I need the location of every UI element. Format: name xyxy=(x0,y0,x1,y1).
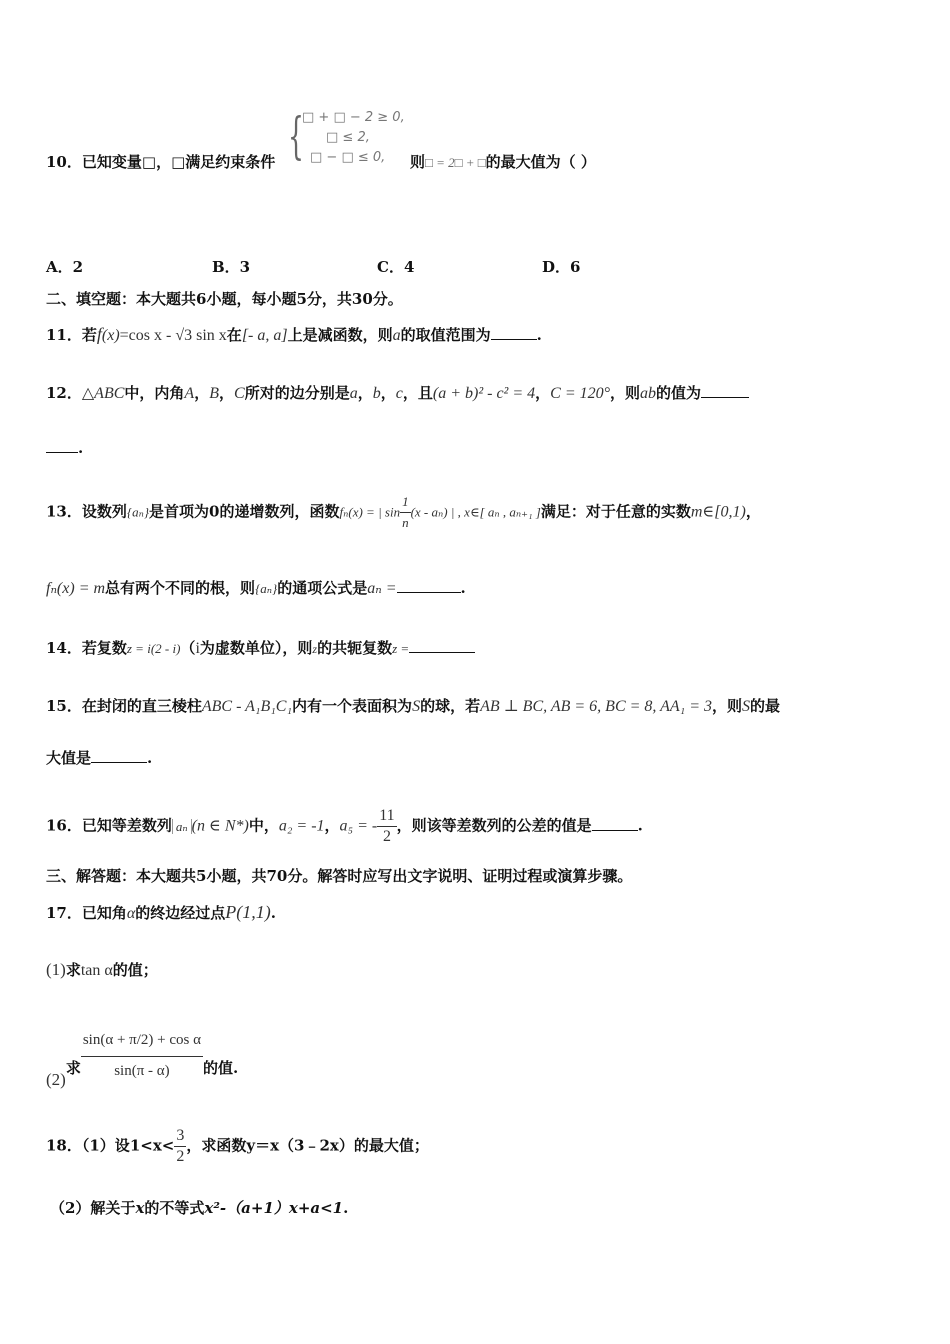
q13-fx-eq-m: fₙ(x) = m xyxy=(46,580,106,597)
q12-triangle: △ABC xyxy=(81,385,125,402)
q18-function: y＝x（3﹣2x） xyxy=(246,1136,354,1155)
q14-t1: （ xyxy=(180,639,196,657)
q13-t2: 满足：对于任意的实数 xyxy=(540,502,691,521)
q10-option-d[interactable]: D．6 xyxy=(542,258,581,276)
q15-t2: 的球，若 xyxy=(420,697,481,715)
q12-blank-cont[interactable] xyxy=(46,438,78,453)
q13-frac-bot: n xyxy=(402,515,409,530)
q15-S2: S xyxy=(742,698,751,715)
q17-line xyxy=(46,902,276,924)
q17-tan-alpha: tan α xyxy=(80,962,113,979)
section-3-heading: 三、解答题：本大题共5小题，共70分。解答时应写出文字说明、证明过程或演算步骤。 xyxy=(46,867,633,885)
constraint-1: □ + □ − 2 ≥ 0, xyxy=(302,110,405,125)
q17-p2-fraction xyxy=(81,1028,203,1081)
q12-prefix: 12． xyxy=(46,384,82,402)
q14-prefix: 14．若复数 xyxy=(46,639,127,657)
q11-interval: [- a, a] xyxy=(241,327,288,344)
q16-t2: ， xyxy=(324,816,340,835)
q16-condition: (n ∈ N*) xyxy=(191,817,249,835)
q16-dot: . xyxy=(637,816,643,835)
q13-t1: 是首项为0的递增数列，函数 xyxy=(149,502,340,521)
q13-line: 13．设数列{aₙ}是首项为0的递增数列，函数fₙ(x) = | sin $\frac{1}{n}$ (x - aₙ) | , x∈[ aₙ , aₙ₊₁ ]满足：对于任意的实数m∈[0,1)， xyxy=(46,492,761,533)
q18-p2: （2）解关于 xyxy=(50,1199,136,1217)
q16-t3: ，则该等差数列的公差的值是 xyxy=(396,816,592,835)
constraint-system xyxy=(288,108,408,168)
q10-var1: □ xyxy=(141,153,157,171)
q16-frac-top: 11 xyxy=(377,806,396,827)
q16-an: aₙ xyxy=(172,819,192,834)
q16-a2: a₂ = -1 xyxy=(278,817,325,835)
q12-line: 12．△ABC中，内角A，B，C所对的边分别是a，b，c，且(a + b)² - c² = 4，C = 120°，则ab的值为 xyxy=(46,383,749,404)
q14-line xyxy=(46,638,475,659)
q10-then: 则 xyxy=(410,153,426,171)
q15-t3: ，则 xyxy=(712,697,743,715)
q13-an3: aₙ = xyxy=(367,580,397,597)
q10-objective: □ = 2□ + □ xyxy=(425,155,486,170)
q11-eq: =cos x - xyxy=(119,327,176,344)
q16-t1: 中， xyxy=(248,816,279,835)
q13-blank[interactable] xyxy=(397,578,461,593)
q18-t2: 的最大值； xyxy=(353,1136,429,1155)
q18-part2 xyxy=(50,1198,348,1218)
q13-frac-top: 1 xyxy=(400,492,411,513)
q17-p2-tail: 的值. xyxy=(202,1058,239,1077)
q17-p2-num: (2) xyxy=(46,1069,66,1089)
q11-fx: (x) xyxy=(101,327,120,344)
q15-t1: 内有一个表面积为 xyxy=(292,697,413,715)
q15-condition: AB ⊥ BC, AB = 6, BC = 8, AA₁ = 3 xyxy=(480,698,713,715)
q17-part2 xyxy=(46,1020,239,1089)
q18-frac-top: 3 xyxy=(174,1126,186,1147)
q18-p2b: 的不等式 xyxy=(144,1199,205,1217)
q10-line xyxy=(46,152,275,172)
constraint-2: □ ≤ 2, xyxy=(326,130,370,145)
q18-t1: ，求函数 xyxy=(186,1136,247,1155)
q12-condition: (a + b)² - c² = 4 xyxy=(432,385,536,402)
q15-prism: ABC - A₁B₁C₁ xyxy=(201,698,293,715)
q11-f: f xyxy=(96,324,102,344)
constraint-3: □ − □ ≤ 0, xyxy=(310,150,386,165)
q15-S: S xyxy=(412,698,421,715)
q12-c: c xyxy=(395,385,403,402)
q14-zbar: z = xyxy=(392,641,410,656)
q17-t1: 的终边经过点 xyxy=(135,904,226,922)
q12-A: A xyxy=(184,385,195,402)
q10-comma: ， xyxy=(156,153,172,171)
q18-frac-bot: 2 xyxy=(176,1148,185,1165)
q16-fraction xyxy=(377,806,396,847)
q17-p1-tail: 的值； xyxy=(112,961,158,979)
q12-ab: ab xyxy=(640,385,657,402)
q11-tail: sin x xyxy=(192,327,227,344)
q16-a5: a₅ = - xyxy=(339,817,378,835)
q12-blank[interactable] xyxy=(701,383,749,398)
q12-t5: 的值为 xyxy=(656,384,702,402)
q15-t4: 的最 xyxy=(750,697,781,715)
q10-tail xyxy=(410,152,596,173)
q12-t4: ，则 xyxy=(610,384,641,402)
q17-p1-num: (1) xyxy=(46,960,66,979)
q11-prefix: 11．若 xyxy=(46,326,97,344)
q14-z: z xyxy=(312,642,318,656)
q12-b: b xyxy=(372,385,381,402)
q17-p1-text: 求 xyxy=(65,961,81,979)
q13-t3: 总有两个不同的根，则 xyxy=(105,579,256,597)
q17-p2-text: 求 xyxy=(65,1058,81,1077)
q15-prefix: 15．在封闭的直三棱柱 xyxy=(46,697,202,715)
q18-line xyxy=(46,1126,429,1167)
q12-C: C xyxy=(234,385,245,402)
q17-point: P(1,1) xyxy=(225,902,271,922)
q10-var2: □ xyxy=(171,153,186,171)
q12-t2: 所对的边分别是 xyxy=(244,384,350,402)
q10-prefix: 10．已知变量 xyxy=(46,153,142,171)
q10-option-a[interactable]: A．2 xyxy=(46,258,84,276)
section-2-heading: 二、填空题：本大题共6小题，每小题5分，共30分。 xyxy=(46,290,403,308)
q18-prefix: 18．（1）设 xyxy=(46,1136,130,1155)
q15-line2 xyxy=(46,748,152,768)
q15-blank[interactable] xyxy=(91,748,147,763)
q18-end: . xyxy=(343,1199,349,1217)
q14-blank[interactable] xyxy=(409,638,475,653)
q18-inequality: x²-（a+1）x+a<1 xyxy=(204,1199,344,1217)
q16-line xyxy=(46,806,643,847)
q11-text: 上是减函数，则 xyxy=(287,326,393,344)
q12-line2 xyxy=(46,438,83,458)
q13-fn: fₙ(x) = | sin xyxy=(339,504,401,520)
q13-fraction xyxy=(400,492,411,533)
q13-m: m∈[0,1) xyxy=(690,503,746,521)
brace-icon: { xyxy=(288,107,304,165)
q18-fraction xyxy=(174,1126,186,1167)
q11-line xyxy=(46,324,542,346)
q17-prefix: 17．已知角 xyxy=(46,904,127,922)
q13-prefix: 13．设数列 xyxy=(46,502,127,521)
q10-option-c[interactable]: C．4 xyxy=(377,258,415,276)
q10-suffix: 的最大值为（ ） xyxy=(485,153,596,171)
q11-blank[interactable] xyxy=(491,325,537,340)
q16-frac-bot: 2 xyxy=(382,828,391,845)
q11-suffix: 的取值范围为 xyxy=(400,326,491,344)
q12-t3: ，且 xyxy=(402,384,433,402)
q15-line2-text: 大值是 xyxy=(46,749,92,767)
q15-dot: . xyxy=(147,749,153,767)
q13-an: {aₙ} xyxy=(126,504,150,520)
q14-t3: 的共轭复数 xyxy=(317,639,393,657)
q11-in: 在 xyxy=(226,326,242,344)
q13-an2: {aₙ} xyxy=(255,581,278,596)
q10-text: 满足约束条件 xyxy=(185,153,276,171)
q12-B: B xyxy=(209,385,219,402)
q12-a: a xyxy=(349,385,358,402)
q18-x: x xyxy=(135,1199,145,1217)
q17-dot: . xyxy=(270,904,277,922)
q17-alpha: α xyxy=(126,905,136,922)
q11-a: a xyxy=(392,327,401,344)
q12-t1: 中，内角 xyxy=(124,384,185,402)
q18-condition: 1<x< xyxy=(129,1136,175,1155)
q17-p2-numerator: sin(α + π/2) + cos α xyxy=(81,1028,203,1057)
q17-part1 xyxy=(46,960,158,981)
q16-blank[interactable] xyxy=(592,816,638,831)
q13-dot: . xyxy=(460,579,466,597)
q13-t4: 的通项公式是 xyxy=(277,579,368,597)
q11-dot: . xyxy=(536,326,542,344)
q12-dot: . xyxy=(78,439,84,457)
q14-z-def: z = i(2 - i) xyxy=(126,641,181,656)
q13-line2 xyxy=(46,578,466,599)
q13-fn2: (x - aₙ) | , x∈[ aₙ , aₙ₊₁ ] xyxy=(410,504,541,520)
q17-p2-denominator: sin(π - α) xyxy=(114,1063,170,1079)
q16-prefix: 16．已知等差数列 xyxy=(46,816,172,835)
q10-option-b[interactable]: B．3 xyxy=(212,258,251,276)
q12-angle-c: C = 120° xyxy=(550,385,611,402)
q15-line xyxy=(46,696,780,717)
q11-sqrt: √3 xyxy=(175,327,193,344)
q14-i: i xyxy=(195,640,200,657)
q14-t2: 为虚数单位），则 xyxy=(199,639,313,657)
